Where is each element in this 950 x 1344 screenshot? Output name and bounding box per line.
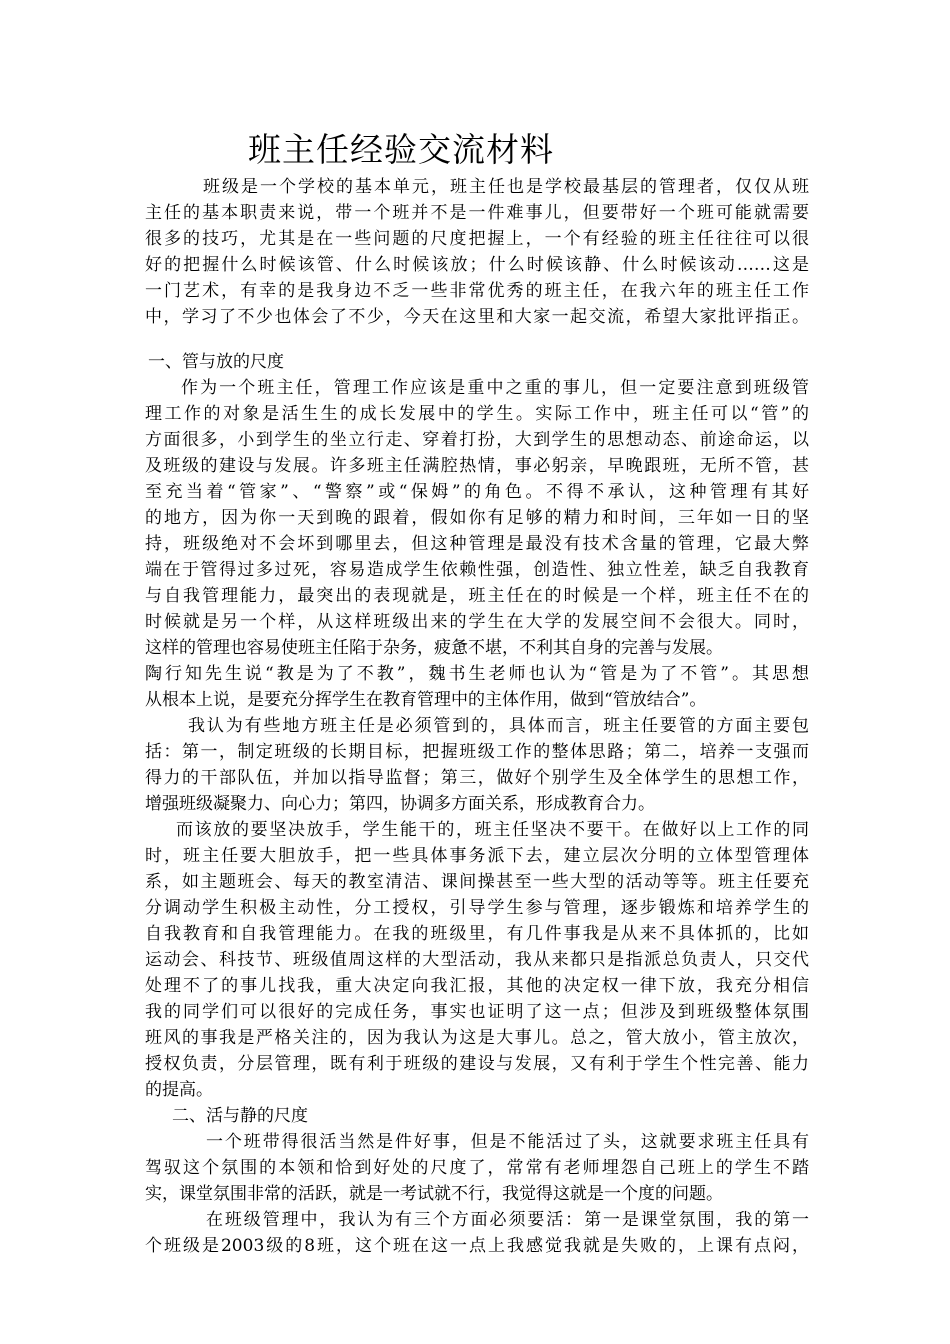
paragraph-line: 方面很多，小到学生的坐立行走、穿着打扮，大到学生的思想动态、前途命运，以 [145, 430, 809, 450]
paragraph-line: 与自我管理能力，最突出的表现就是，班主任在的时候是一个样，班主任不在的 [145, 586, 809, 606]
paragraph-line: 持，班级绝对不会坏到哪里去，但这种管理是最没有技术含量的管理，它最大弊 [145, 534, 809, 554]
paragraph-line: 的提高。 [145, 1080, 213, 1100]
paragraph-line: 一个班带得很活当然是件好事，但是不能活过了头，这就要求班主任具有 [206, 1132, 809, 1152]
paragraph-line: 个班级是2003级的8班，这个班在这一点上我感觉我就是失败的，上课有点闷， [145, 1236, 809, 1256]
paragraph-line: 增强班级凝聚力、向心力；第四，协调多方面关系，形成教育合力。 [145, 794, 655, 814]
paragraph-line: 我认为有些地方班主任是必须管到的，具体而言，班主任要管的方面主要包 [188, 716, 809, 736]
paragraph-line: 从根本上说，是要充分挥学生在教育管理中的主体作用，做到“管放结合”。 [145, 690, 707, 710]
paragraph-line: 实，课堂氛围非常的活跃，就是一考试就不行，我觉得这就是一个度的问题。 [145, 1184, 723, 1204]
paragraph-line: 很多的技巧，尤其是在一些问题的尺度把握上，一个有经验的班主任往往可以很 [145, 229, 809, 249]
paragraph-line: 授权负责，分层管理，既有利于班级的建设与发展，又有利于学生个性完善、能力 [145, 1054, 809, 1074]
paragraph-line: 陶行知先生说“教是为了不教”，魏书生老师也认为“管是为了不管”。其思想 [145, 664, 809, 684]
section-heading: 二、活与静的尺度 [172, 1106, 308, 1126]
paragraph-line: 的地方，因为你一天到晚的跟着，假如你有足够的精力和时间，三年如一日的坚 [145, 508, 809, 528]
paragraph-line: 得力的干部队伍，并加以指导监督；第三，做好个别学生及全体学生的思想工作， [145, 768, 809, 788]
document-title: 班主任经验交流材料 [248, 130, 554, 169]
paragraph-line: 好的把握什么时候该管、什么时候该放；什么时候该静、什么时候该动……这是 [145, 255, 809, 275]
paragraph-line: 时，班主任要大胆放手，把一些具体事务派下去，建立层次分明的立体型管理体 [145, 846, 809, 866]
paragraph-line: 端在于管得过多过死，容易造成学生依赖性强，创造性、独立性差，缺乏自我教育 [145, 560, 809, 580]
paragraph-line: 班风的事我是严格关注的，因为我认为这是大事儿。总之，管大放小，管主放次， [145, 1028, 809, 1048]
paragraph-line: 这样的管理也容易使班主任陷于杂务，疲惫不堪，不利其自身的完善与发展。 [145, 638, 723, 658]
paragraph-line: 自我教育和自我管理能力。在我的班级里，有几件事我是从来不具体抓的，比如 [145, 924, 809, 944]
paragraph-line: 在班级管理中，我认为有三个方面必须要活：第一是课堂氛围，我的第一 [206, 1210, 809, 1230]
section-heading: 一、管与放的尺度 [148, 352, 284, 372]
paragraph-line: 驾驭这个氛围的本领和恰到好处的尺度了，常常有老师埋怨自己班上的学生不踏 [145, 1158, 809, 1178]
paragraph-line: 理工作的对象是活生生的成长发展中的学生。实际工作中，班主任可以“管”的 [145, 404, 809, 424]
paragraph-line: 至充当着“管家”、“警察”或“保姆”的角色。不得不承认，这种管理有其好 [145, 482, 809, 502]
paragraph-line: 及班级的建设与发展。许多班主任满腔热情，事必躬亲，早晚跟班，无所不管，甚 [145, 456, 809, 476]
paragraph-line: 分调动学生积极主动性，分工授权，引导学生参与管理，逐步锻炼和培养学生的 [145, 898, 809, 918]
paragraph-line: 一门艺术，有幸的是我身边不乏一些非常优秀的班主任，在我六年的班主任工作 [145, 281, 809, 301]
paragraph-line: 主任的基本职责来说，带一个班并不是一件难事儿，但要带好一个班可能就需要 [145, 203, 809, 223]
paragraph-line: 作为一个班主任，管理工作应该是重中之重的事儿，但一定要注意到班级管 [181, 378, 809, 398]
paragraph-line: 中，学习了不少也体会了不少，今天在这里和大家一起交流，希望大家批评指正。 [145, 307, 809, 327]
paragraph-line: 运动会、科技节、班级值周这样的大型活动，我从来都只是指派总负责人，只交代 [145, 950, 809, 970]
paragraph-line: 括：第一，制定班级的长期目标，把握班级工作的整体思路；第二，培养一支强而 [145, 742, 809, 762]
paragraph-line: 班级是一个学校的基本单元，班主任也是学校最基层的管理者，仅仅从班 [203, 177, 809, 197]
paragraph-line: 我的同学们可以很好的完成任务，事实也证明了这一点；但涉及到班级整体氛围 [145, 1002, 809, 1022]
paragraph-line: 系，如主题班会、每天的教室清洁、课间操甚至一些大型的活动等等。班主任要充 [145, 872, 809, 892]
paragraph-line: 处理不了的事儿找我，重大决定向我汇报，其他的决定权一律下放，我充分相信 [145, 976, 809, 996]
paragraph-line: 时候就是另一个样，从这样班级出来的学生在大学的发展空间不会很大。同时， [145, 612, 809, 632]
paragraph-line: 而该放的要坚决放手，学生能干的，班主任坚决不要干。在做好以上工作的同 [176, 820, 809, 840]
